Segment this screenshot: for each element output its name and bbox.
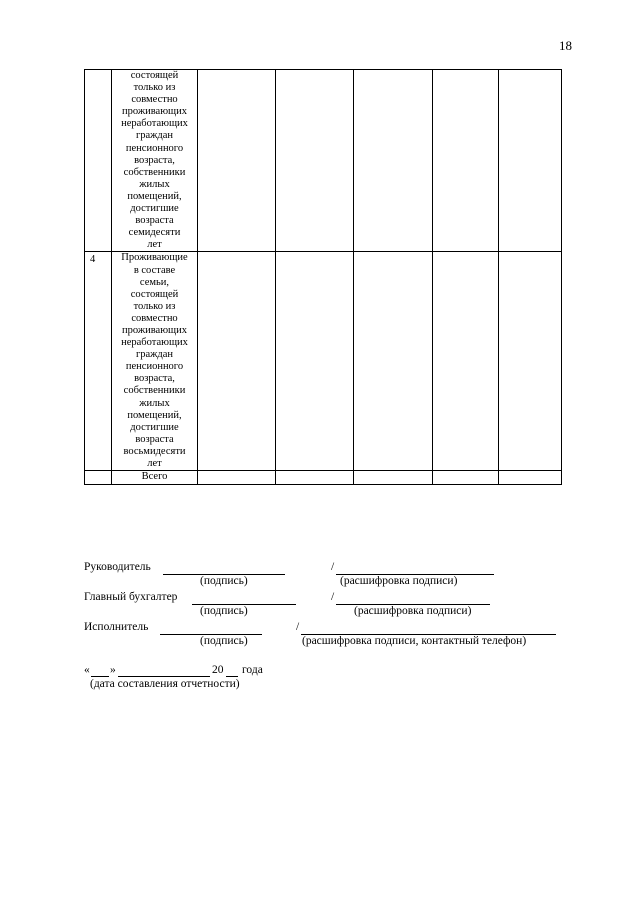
desc-line: возраста, <box>134 154 175 166</box>
desc-line: граждан <box>135 130 174 142</box>
executor-decode-hint: (расшифровка подписи, контактный телефон) <box>302 635 527 647</box>
desc-line: помещений, <box>127 190 182 202</box>
head-sign-hint: (подпись) <box>200 575 248 587</box>
accountant-sign-hint: (подпись) <box>200 605 248 617</box>
table-row-total <box>85 471 562 485</box>
value-cell <box>499 70 562 252</box>
desc-line: собственники <box>123 166 186 178</box>
total-label-cell: Всего <box>112 471 198 485</box>
desc-line: семидесяти <box>128 227 181 239</box>
desc-line: неработающих <box>121 118 188 130</box>
desc-line: возраста, <box>134 373 175 385</box>
desc-line: возраста <box>135 433 174 445</box>
page-number: 18 <box>559 38 572 53</box>
value-cell <box>276 70 354 252</box>
table-row-continued <box>85 70 562 252</box>
value-cell <box>276 252 354 471</box>
value-cell <box>433 471 499 485</box>
date-month-line[interactable] <box>118 676 210 677</box>
desc-line: достигшие <box>130 421 179 433</box>
table-row-4 <box>85 252 562 471</box>
date-year-prefix: 20 <box>212 664 224 676</box>
desc-line: семьи, <box>139 276 170 288</box>
row-description-cell <box>112 252 198 471</box>
value-cell <box>354 252 433 471</box>
value-cell <box>433 252 499 471</box>
executor-slash: / <box>296 621 300 633</box>
value-cell <box>276 471 354 485</box>
date-year-line[interactable] <box>226 676 238 677</box>
desc-line: лет <box>147 458 162 469</box>
head-slash: / <box>331 561 335 573</box>
date-year-suffix: года <box>242 664 263 676</box>
desc-line: совместно <box>131 94 178 106</box>
value-cell <box>499 252 562 471</box>
desc-line: совместно <box>131 312 178 324</box>
date-open-quote: « <box>84 664 90 676</box>
desc-line: возраста <box>135 215 174 227</box>
value-cell <box>198 70 276 252</box>
value-cell <box>499 471 562 485</box>
report-table <box>84 69 562 485</box>
accountant-label: Главный бухгалтер <box>84 591 178 603</box>
accountant-slash: / <box>331 591 335 603</box>
desc-line: состоящей <box>130 70 179 81</box>
desc-line: граждан <box>135 349 174 361</box>
date-day-line[interactable] <box>91 676 109 677</box>
row-number-cell: 4 <box>85 252 112 471</box>
value-cell <box>354 70 433 252</box>
desc-line: неработающих <box>121 337 188 349</box>
desc-line: собственники <box>123 385 186 397</box>
row-number-cell <box>85 70 112 252</box>
head-decode-hint: (расшифровка подписи) <box>340 575 458 587</box>
desc-line: достигшие <box>130 203 179 215</box>
date-close-quote: » <box>110 664 116 676</box>
desc-line: Проживающие <box>121 252 188 264</box>
desc-line: только из <box>133 300 176 312</box>
desc-line: проживающих <box>121 324 187 336</box>
date-hint: (дата составления отчетности) <box>90 678 240 690</box>
desc-line: пенсионного <box>125 361 184 373</box>
executor-sign-hint: (подпись) <box>200 635 248 647</box>
value-cell <box>198 471 276 485</box>
row-description-cell <box>112 70 198 252</box>
desc-line: проживающих <box>121 106 187 118</box>
row-number-cell <box>85 471 112 485</box>
accountant-decode-hint: (расшифровка подписи) <box>354 605 472 617</box>
executor-label: Исполнитель <box>84 621 149 633</box>
desc-line: пенсионного <box>125 142 184 154</box>
value-cell <box>198 252 276 471</box>
desc-line: состоящей <box>130 288 179 300</box>
desc-line: жилых <box>139 397 170 409</box>
value-cell <box>433 70 499 252</box>
desc-line: лет <box>147 239 162 251</box>
value-cell <box>354 471 433 485</box>
desc-line: в составе <box>133 264 176 276</box>
desc-line: помещений, <box>127 409 182 421</box>
desc-line: восьмидесяти <box>123 445 186 457</box>
desc-line: только из <box>133 82 176 94</box>
head-label: Руководитель <box>84 561 151 573</box>
desc-line: жилых <box>139 178 170 190</box>
